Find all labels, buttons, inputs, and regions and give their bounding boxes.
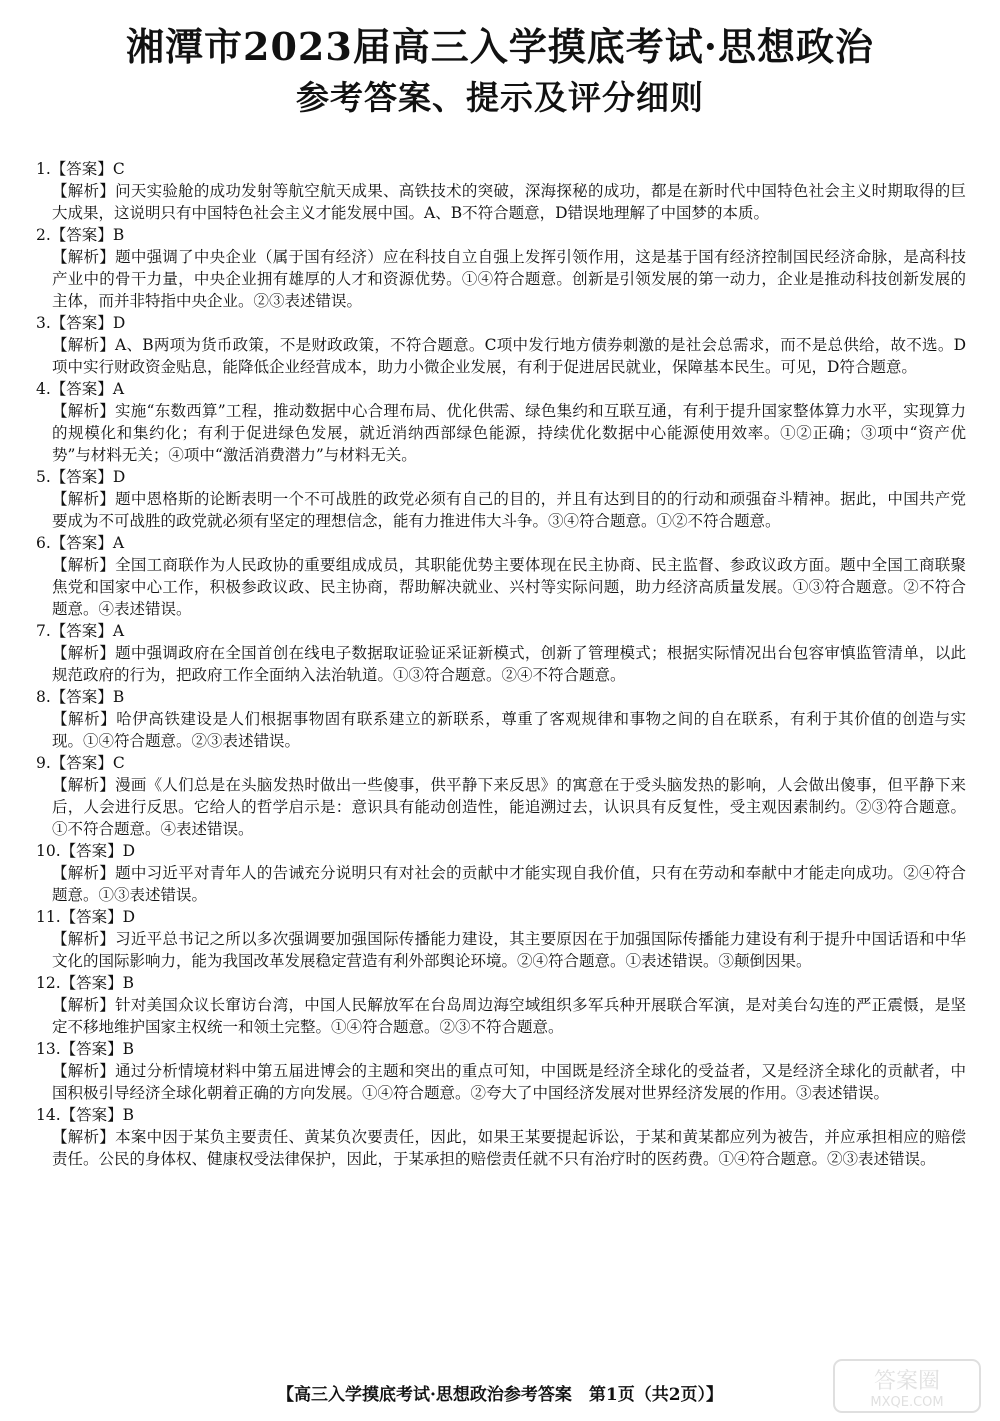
analysis-paragraph [36,488,966,532]
analysis-text: 题中恩格斯的论断表明一个不可战胜的政党必须有自己的目的，并且有达到目的的行动和顽强奋斗精神。据此，中国共产党要成为不可战胜的政党就必须有坚定的理想信念，能有力推进伟大斗争。③④符合题意。①②不符合题意。 [52,490,966,530]
question-item [36,620,966,686]
watermark-logo [832,1358,982,1414]
question-item [36,686,966,752]
analysis-text: 问天实验舱的成功发射等航空航天成果、高铁技术的突破，深海探秘的成功，都是在新时代中国特色社会主义时期取得的巨大成果，这说明只有中国特色社会主义才能发展中国。A、B不符合题意，D错误地理解了中国梦的本质。 [52,182,966,222]
analysis-text: 习近平总书记之所以多次强调要加强国际传播能力建设，其主要原因在于加强国际传播能力建设有利于提升中国话语和中华文化的国际影响力，能为我国改革发展稳定营造有利外部舆论环境。②④符合题意。①表述错误。③颠倒因果。 [52,930,966,970]
analysis-label: 【解析】 [52,248,116,266]
answer-line [36,1038,966,1060]
analysis-text: 实施“东数西算”工程，推动数据中心合理布局、优化供需、绿色集约和互联互通，有利于提升国家整体算力水平，实现算力的规模化和集约化；有利于促进绿色发展，就近消纳西部绿色能源，持续优化数据中心能源使用效率。①②正确；③项中“资产优势”与材料无关；④项中“激活消费潜力”与材料无关。 [52,402,966,464]
question-number: 6. [36,534,51,552]
question-number: 12. [36,974,61,992]
answer-value: D [122,908,136,926]
answer-value: B [112,226,125,244]
question-item [36,840,966,906]
answer-label: 【答案】 [60,1040,123,1058]
question-item [36,466,966,532]
analysis-label: 【解析】 [52,930,116,948]
question-number: 8. [36,688,51,706]
answer-label: 【答案】 [50,688,113,706]
question-number: 9. [36,754,51,772]
question-item [36,158,966,224]
analysis-label: 【解析】 [52,710,117,728]
answer-value: D [112,314,126,332]
answer-value: C [112,754,125,772]
answer-value: A [112,622,125,640]
question-number: 7. [36,622,51,640]
analysis-paragraph [36,862,966,906]
question-item [36,1038,966,1104]
analysis-label: 【解析】 [52,776,116,794]
answer-value: A [112,534,125,552]
answer-line [36,972,966,994]
answer-line [36,620,966,642]
analysis-label: 【解析】 [52,402,116,420]
analysis-label: 【解析】 [52,644,116,662]
answer-label: 【答案】 [60,1106,123,1124]
answer-line [36,466,966,488]
question-number: 11. [36,908,61,926]
answer-line [36,224,966,246]
answer-line [36,840,966,862]
answer-line [36,378,966,400]
analysis-label: 【解析】 [52,182,116,200]
question-number: 13. [36,1040,61,1058]
answer-value: B [122,974,135,992]
analysis-paragraph [36,1060,966,1104]
answer-value: D [122,842,136,860]
analysis-text: 本案中因于某负主要责任、黄某负次要责任，因此，如果王某要提起诉讼，于某和黄某都应列为被告，并应承担相应的赔偿责任。公民的身体权、健康权受法律保护，因此，于某承担的赔偿责任就不只有治疗时的医药费。①④符合题意。②③表述错误。 [52,1128,966,1168]
question-number: 4. [36,380,51,398]
analysis-label: 【解析】 [52,336,116,354]
answer-label: 【答案】 [50,380,113,398]
question-item [36,1104,966,1170]
analysis-text: 针对美国众议长窜访台湾，中国人民解放军在台岛周边海空域组织多军兵种开展联合军演，是对美台勾连的严正震慑，是坚定不移地维护国家主权统一和领土完整。①④符合题意。②③不符合题意。 [52,996,966,1036]
analysis-paragraph [36,180,966,224]
answer-value: B [122,1040,135,1058]
svg-text:答案圈: 答案圈 [873,1369,941,1394]
analysis-text: 漫画《人们总是在头脑发热时做出一些傻事，供平静下来反思》的寓意在于受头脑发热的影响，人会做出傻事，但平静下来后，人会进行反思。它给人的哲学启示是：意识具有能动创造性，能追溯过去，认识具有反复性，受主观因素制约。②③符合题意。①不符合题意。④表述错误。 [52,776,966,838]
answer-line [36,686,966,708]
analysis-paragraph [36,554,966,620]
analysis-paragraph [36,928,966,972]
analysis-paragraph [36,708,966,752]
answer-label: 【答案】 [60,842,123,860]
analysis-label: 【解析】 [52,864,116,882]
answer-label: 【答案】 [50,622,113,640]
page-title: 湘潭市2023届高三入学摸底考试·思想政治 [126,24,874,69]
analysis-label: 【解析】 [52,996,116,1014]
question-number: 3. [36,314,51,332]
answer-label: 【答案】 [50,314,113,332]
question-item [36,224,966,312]
svg-text:MXQE.COM: MXQE.COM [870,1395,944,1410]
analysis-text: 哈伊高铁建设是人们根据事物固有联系建立的新联系，尊重了客观规律和事物之间的自在联系，有利于其价值的创造与实现。①④符合题意。②③表述错误。 [52,710,966,750]
answer-line [36,906,966,928]
analysis-label: 【解析】 [52,1128,116,1146]
question-item [36,312,966,378]
question-item [36,972,966,1038]
answer-value: B [112,688,125,706]
analysis-paragraph [36,246,966,312]
question-number: 2. [36,226,51,244]
analysis-paragraph [36,1126,966,1170]
analysis-paragraph [36,334,966,378]
analysis-label: 【解析】 [52,490,116,508]
analysis-text: 题中习近平对青年人的告诫充分说明只有对社会的贡献中才能实现自我价值，只有在劳动和奉献中才能走向成功。②④符合题意。①③表述错误。 [52,864,966,904]
analysis-label: 【解析】 [52,1062,116,1080]
question-item [36,752,966,840]
question-list [36,158,966,1170]
analysis-paragraph [36,400,966,466]
answer-label: 【答案】 [50,754,113,772]
question-item [36,532,966,620]
question-number: 5. [36,468,51,486]
question-number: 10. [36,842,61,860]
analysis-label: 【解析】 [52,556,116,574]
answer-line [36,1104,966,1126]
analysis-paragraph [36,642,966,686]
question-number: 1. [36,160,51,178]
answer-line [36,312,966,334]
page-footer: 【高三入学摸底考试·思想政治参考答案 第1页（共2页）】 [276,1385,724,1405]
answer-label: 【答案】 [50,468,113,486]
answer-label: 【答案】 [50,534,113,552]
question-item [36,378,966,466]
answer-value: B [122,1106,135,1124]
question-number: 14. [36,1106,61,1124]
analysis-text: 通过分析情境材料中第五届进博会的主题和突出的重点可知，中国既是经济全球化的受益者，又是经济全球化的贡献者，中国积极引导经济全球化朝着正确的方向发展。①④符合题意。②夸大了中国经济发展对世界经济发展的作用。③表述错误。 [52,1062,966,1102]
answer-line [36,532,966,554]
answer-line [36,752,966,774]
answer-label: 【答案】 [60,908,123,926]
answer-value: A [112,380,125,398]
answer-label: 【答案】 [50,160,113,178]
answer-line [36,158,966,180]
question-item [36,906,966,972]
answer-value: C [112,160,125,178]
analysis-paragraph [36,774,966,840]
analysis-text: 全国工商联作为人民政协的重要组成成员，其职能优势主要体现在民主协商、民主监督、参政议政方面。题中全国工商联聚焦党和国家中心工作，积极参政议政、民主协商，帮助解决就业、兴村等实际问题，助力经济高质量发展。①③符合题意。②不符合题意。④表述错误。 [52,556,966,618]
analysis-paragraph [36,994,966,1038]
analysis-text: A、B两项为货币政策，不是财政政策，不符合题意。C项中发行地方债券刺激的是社会总需求，而不是总供给，故不选。D项中实行财政资金贴息，能降低企业经营成本，助力小微企业发展，有利于促进居民就业，保障基本民生。可见，D符合题意。 [52,336,966,376]
answer-value: D [112,468,126,486]
answer-label: 【答案】 [50,226,113,244]
analysis-text: 题中强调政府在全国首创在线电子数据取证验证采证新模式，创新了管理模式；根据实际情况出台包容审慎监管清单，以此规范政府的行为，把政府工作全面纳入法治轨道。①③符合题意。②④不符合题意。 [52,644,966,684]
analysis-text: 题中强调了中央企业（属于国有经济）应在科技自立自强上发挥引领作用，这是基于国有经济控制国民经济命脉，是高科技产业中的骨干力量，中央企业拥有雄厚的人才和资源优势。①④符合题意。创新是引领发展的第一动力，企业是推动科技创新发展的主体，而并非特指中央企业。②③表述错误。 [52,248,966,310]
answer-label: 【答案】 [60,974,123,992]
page-subtitle: 参考答案、提示及评分细则 [296,78,704,117]
